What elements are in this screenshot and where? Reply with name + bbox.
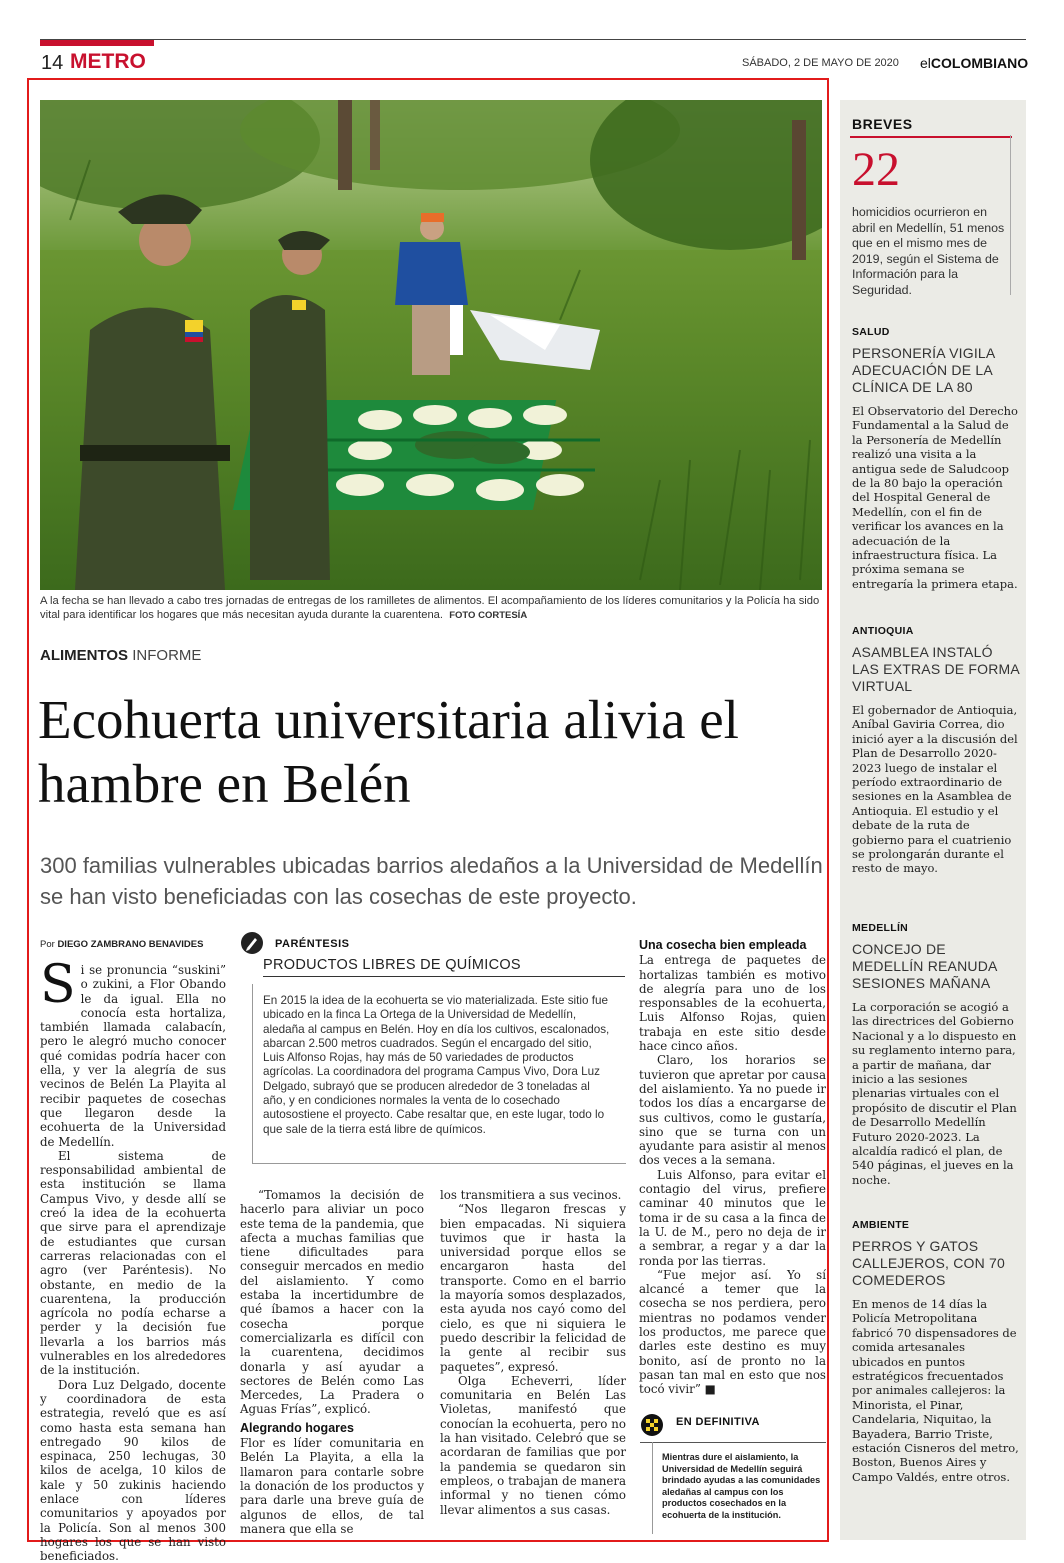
- kicker-type: INFORME: [132, 647, 202, 664]
- drop-cap: S: [40, 955, 76, 1015]
- brief-text: La corporación se acogió a las directrices del Gobierno Nacional y a lo dispuesto en su reglamento interno para, a partir de mañana, dar inicio a las sesiones plenarias virtuales con el propósito de discutir el Plan de Desarrollo Medellín Futuro 2020-2023. La alcaldía radicó el plan, de 540 páginas, el jueves en la noche.: [852, 1000, 1017, 1187]
- brief-label: AMBIENTE: [852, 1219, 910, 1231]
- paragraph: El sistema de responsabilidad ambiental de esta institución se llama Campus Vivo, y desde allí se creó la idea de la ecohuerta que sirve para el aprendizaje de estudiantes que cursan carreras relacionadas con el agro (ver Paréntesis). No obstante, en medio de la cuarentena, la producción agrícola no podía echarse a perder y la decisión fue llevarla a los barrios más vulnerables en los alrededores de la institución.: [40, 1148, 226, 1378]
- top-rule: [40, 39, 1026, 40]
- brief-title: PERROS Y GATOS CALLEJEROS, CON 70 COMEDEROS: [852, 1238, 1005, 1288]
- paragraph: Luis Alfonso, para evitar el contagio del virus, prefiere caminar 40 minutos que le toma ir de su casa a la finca de la U. de M., pero no deja de ir a sembrar, a regar y a dar la ronda por las tierras.: [639, 1167, 826, 1268]
- brief-text: En menos de 14 días la Policía Metropolitana fabricó 70 dispensadores de comida artesanales ubicados en puntos estratégicos frecuentados por animales callejeros: la Minorista, el Pinar, Candelaria, Niquitao, la Bayadera, Barrio Triste, estación Cisneros del metro, Boston, Buenos Aires y Campo Valdés, entre otros.: [852, 1297, 1019, 1484]
- subhead: Una cosecha bien empleada: [639, 938, 807, 952]
- article-column-1: [40, 955, 226, 1563]
- brief-item: [852, 326, 1020, 591]
- paragraph: Flor es líder comunitaria en Belén La Playita, a ella la llamaron para contarle sobre la donación de los productos y para darle una breve guía de algunos de ellos, de tal manera que ella se: [240, 1436, 424, 1536]
- parentesis-text: En 2015 la idea de la ecohuerta se vio materializada. Este sitio fue ubicado en la finca La Ortega de la Universidad de Medellín, aledaña al campus en Belén. Hoy en día los cultivos, escalonados, abarcan 2.500 metros cuadrados. Según el encargado del sitio, Luis Alfonso Rojas, hay más de 50 variedades de productos agrícolas. La coordinadora del programa Campus Vivo, Dora Luz Delgado, subrayó que se producen alrededor de 3 toneladas al año, y en condiciones normales la venta de lo cosechado autosostiene el proyecto. Cabe resaltar que, en este lugar, todo lo que sale de la tierra está libre de químicos.: [263, 994, 610, 1136]
- paragraph: Olga Echeverri, líder comunitaria en Belén Las Violetas, manifestó que conocían la ecohuerta, pero no la han visitado. Celebró que se acordaran de familias que por la pandemia se quedaron sin empleos, o trabajan de manera informal y no tienen cómo llevar alimentos a sus casas.: [440, 1373, 626, 1517]
- edition-date: SÁBADO, 2 DE MAYO DE 2020: [742, 57, 899, 69]
- brief-title: PERSONERÍA VIGILA ADECUACIÓN DE LA CLÍNICA DE LA 80: [852, 345, 995, 395]
- breves-rule: [850, 136, 1012, 138]
- paragraph: “Fue mejor así. Yo sí alcancé a temer que la cosecha se nos perdiera, pero mientras no podamos vender los productos, me parece que darles este destino es muy bonito, así de pronto no la pasan tan mal en esto que nos tocó vivir” ■: [639, 1267, 826, 1397]
- byline-prefix: Por: [40, 939, 55, 950]
- brief-text: El Observatorio del Derecho Fundamental a la Salud de la Personería de Medellín realizó una visita a la antigua sede de Saludcoop de la 80 bajo la operación del Hospital General de Medellín, con el fin de verificar los avances en la adecuación de la infraestructura física. La próxima semana se entregaría la primera etapa.: [852, 404, 1018, 591]
- article-photo: [40, 100, 822, 590]
- brief-title: ASAMBLEA INSTALÓ LAS EXTRAS DE FORMA VIRTUAL: [852, 644, 1020, 694]
- subhead: Alegrando hogares: [240, 1420, 354, 1435]
- paragraph: i se pronuncia “suskini” o zukini, a Flor Obando le da igual. Ella no conocía esta hortaliza, también llamada calabacín, pero le alegró mucho conocer qué comidas podría hacer con ella, y ver la alegría de sus vecinos de Belén La Playita al recibir paquetes de cosechas que llegaron desde la ecohuerta de la Universidad de Medellín.: [40, 963, 226, 1149]
- photo-caption: [40, 594, 825, 623]
- checkered-flag-icon: [640, 1413, 664, 1437]
- brief-title: CONCEJO DE MEDELLÍN REANUDA SESIONES MAÑANA: [852, 941, 997, 991]
- newspaper-logo: [920, 55, 1028, 71]
- brief-label: MEDELLÍN: [852, 922, 909, 934]
- section-accent-bar: [40, 40, 154, 46]
- paragraph: “Nos llegaron frescas y bien empacadas. Ni siquiera tuvimos que ir hasta la universidad porque ellos se encargaron hasta del transporte. Como en el barrio la mayoría somos desplazados, esta ayuda nos cayó como del cielo, es que ni siquiera le puedo describir la felicidad de la gente al recibir sus paquetes”, expresó.: [440, 1202, 626, 1374]
- byline: [40, 939, 203, 950]
- article-column-2: [240, 1188, 424, 1536]
- section-name: METRO: [70, 50, 146, 73]
- byline-author: DIEGO ZAMBRANO BENAVIDES: [57, 939, 204, 950]
- article-kicker: [40, 647, 201, 664]
- parentesis-label: PARÉNTESIS: [275, 938, 350, 950]
- page-number: 14: [41, 52, 64, 74]
- parentesis-rule: [263, 976, 625, 977]
- breves-number: 22: [852, 143, 900, 196]
- photo-credit: FOTO CORTESÍA: [449, 610, 528, 621]
- paragraph: La entrega de paquetes de hortalizas también es motivo de alegría para uno de los responsables de la ecohuerta, Luis Alfonso Rojas, quien trabaja en este sitio desde hace cinco años.: [639, 953, 826, 1054]
- brief-label: ANTIOQUIA: [852, 625, 914, 637]
- caption-text: A la fecha se han llevado a cabo tres jornadas de entregas de los ramilletes de alimentos. El acompañamiento de los líderes comunitarios y la Policía ha sido vital para identificar los hogares que más necesitan ayuda durante la cuarentena.: [40, 595, 820, 621]
- parentesis-title: PRODUCTOS LIBRES DE QUÍMICOS: [263, 957, 521, 973]
- article-headline: Ecohuerta universitaria alivia el hambre en Belén: [38, 689, 739, 814]
- article-deck: 300 familias vulnerables ubicadas barrios aledaños a la Universidad de Medellín se han visto beneficiadas con las cosechas de este proyecto.: [40, 853, 823, 909]
- article-column-3: [440, 1188, 626, 1517]
- brief-label: SALUD: [852, 326, 890, 338]
- brief-item: [852, 1219, 1020, 1484]
- breves-label: BREVES: [852, 116, 913, 132]
- paragraph: “Tomamos la decisión de hacerlo para aliviar un poco este tema de la pandemia, que afecta a muchas familias que tiene dificultades para conseguir mercados en medio del aislamiento. Y como estaba la incertidumbre de qué íbamos a hacer con la cosecha porque comercializarla es difícil con la cuarentena, decidimos donarla y así ayudar a sectores de Belén como Las Mercedes, La Pradera o Aguas Frías”, explicó.: [240, 1188, 424, 1417]
- brief-text: El gobernador de Antioquia, Aníbal Gaviria Correa, dio inició ayer a la discusión del Plan de Desarrollo 2020-2023 luego de instalar el período extraordinario de sesiones en la Asamblea de Antioquia. El estudio y el debate de la ruta de gobierno para el cuatrienio se prolongarán durante el resto de mayo.: [852, 703, 1018, 876]
- kicker-topic: ALIMENTOS: [40, 647, 129, 664]
- paragraph: Dora Luz Delgado, docente y coordinadora de esta estrategia, reveló que es así como hasta esta semana han entregado 90 kilos de espinaca, 250 lechugas, 30 kilos de acelga, 10 kilos de kale y 50 zukinis haciendo enlace con líderes comunitarios y apoyados por la Policía. Son al menos 300 hogares los que se han visto beneficiados.: [40, 1377, 226, 1563]
- field-delivery-illustration: [40, 100, 822, 590]
- paragraph: los transmitiera a sus vecinos.: [440, 1188, 622, 1202]
- pen-icon: [241, 932, 263, 954]
- logo-name: COLOMBIANO: [930, 55, 1029, 71]
- breves-text: homicidios ocurrieron en abril en Medellín, 51 menos que en el mismo mes de 2019, según el Sistema de Información para la Seguridad.: [852, 205, 1005, 297]
- en-definitiva-label: EN DEFINITIVA: [676, 1416, 760, 1428]
- logo-prefix: el: [920, 55, 931, 71]
- brief-item: [852, 922, 1020, 1187]
- article-column-4: [639, 938, 826, 1397]
- brief-item: [852, 625, 1020, 876]
- en-definitiva-text: Mientras dure el aislamiento, la Universidad de Medellín seguirá brindado ayudas a las comunidades aledañas al campus con los productos cosechados en la ecohuerta de la institución.: [662, 1452, 821, 1520]
- paragraph: Claro, los horarios se tuvieron que apretar por causa del aislamiento. Ya no puede ir todos los días a encargarse de sus cultivos, como le gustaría, sino que se turna con un ayudante para asistir al menos dos veces a la semana.: [639, 1053, 826, 1168]
